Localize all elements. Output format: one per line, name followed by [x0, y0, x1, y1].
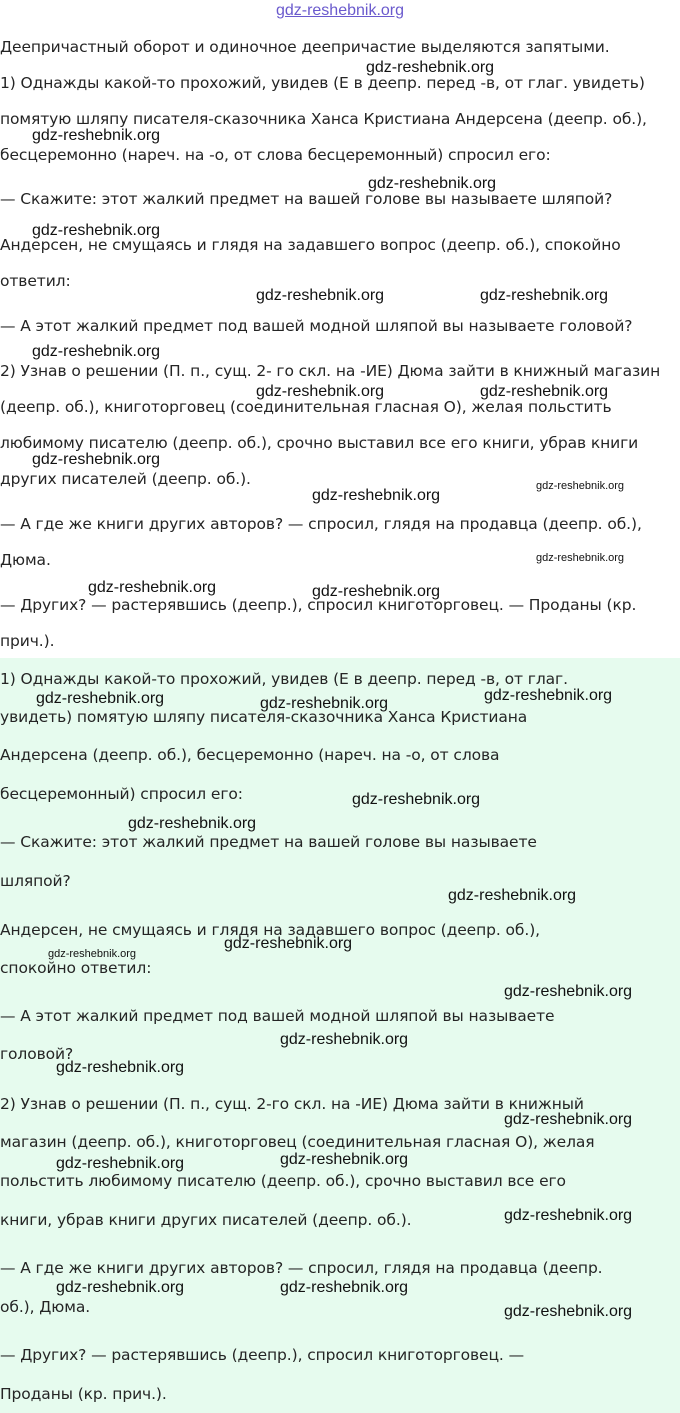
watermark: gdz-reshebnik.org [280, 1151, 409, 1168]
question-line: Андерсен, не смущаясь и глядя на задавшего вопрос (деепр. об.), спокойно [0, 236, 621, 254]
answer-line: бесцеремонный) спросил его: [0, 785, 243, 803]
answer-line: Андерсена (деепр. об.), бесцеремонно (нареч. на -о, от слова [0, 746, 500, 764]
watermark: gdz-reshebnik.org [224, 935, 353, 952]
watermark: gdz-reshebnik.org [536, 552, 625, 564]
question-line: помятую шляпу писателя-сказочника Ханса Кристиана Андерсена (деепр. об.), [0, 110, 647, 128]
watermark: gdz-reshebnik.org [480, 287, 609, 304]
answer-line: книги, убрав книги других писателей (деепр. об.). [0, 1211, 412, 1229]
answer-line: 1) Однажды какой-то прохожий, увидев (Е в деепр. перед -в, от глаг. [0, 670, 568, 688]
question-line: Дюма. [0, 551, 51, 569]
watermark: gdz-reshebnik.org [56, 1155, 185, 1172]
watermark: gdz-reshebnik.org [280, 1031, 409, 1048]
watermark: gdz-reshebnik.org [366, 59, 495, 76]
watermark: gdz-reshebnik.org [280, 1279, 409, 1296]
watermark: gdz-reshebnik.org [88, 579, 217, 596]
answer-line: — А где же книги других авторов? — спросил, глядя на продавца (деепр. [0, 1259, 603, 1277]
watermark: gdz-reshebnik.org [536, 480, 625, 492]
answer-line: магазин (деепр. об.), книготорговец (соединительная гласная О), желая [0, 1133, 595, 1151]
watermark: gdz-reshebnik.org [256, 287, 385, 304]
answer-line: головой? [0, 1045, 74, 1063]
watermark: gdz-reshebnik.org [32, 222, 161, 239]
watermark: gdz-reshebnik.org [256, 383, 385, 400]
answer-line: Проданы (кр. прич.). [0, 1385, 167, 1403]
answer-line: — Скажите: этот жалкий предмет на вашей голове вы называете [0, 833, 537, 851]
question-line: — Других? — растерявшись (деепр.), спросил книготорговец. — Проданы (кр. [0, 596, 637, 614]
question-line: — А где же книги других авторов? — спросил, глядя на продавца (деепр. об.), [0, 515, 642, 533]
watermark: gdz-reshebnik.org [448, 887, 577, 904]
question-line: — Скажите: этот жалкий предмет на вашей голове вы называете шляпой? [0, 190, 613, 208]
watermark: gdz-reshebnik.org [32, 451, 161, 468]
question-line: — А этот жалкий предмет под вашей модной шляпой вы называете головой? [0, 317, 633, 335]
answer-line: шляпой? [0, 872, 71, 890]
watermark: gdz-reshebnik.org [32, 343, 161, 360]
watermark: gdz-reshebnik.org [484, 687, 613, 704]
header-watermark[interactable]: gdz-reshebnik.org [275, 2, 405, 19]
answer-line: — А этот жалкий предмет под вашей модной шляпой вы называете [0, 1007, 555, 1025]
answer-line: спокойно ответил: [0, 959, 152, 977]
watermark: gdz-reshebnik.org [312, 487, 441, 504]
watermark: gdz-reshebnik.org [36, 690, 165, 707]
question-line: любимому писателю (деепр. об.), срочно выставил все его книги, убрав книги [0, 434, 639, 452]
watermark: gdz-reshebnik.org [480, 383, 609, 400]
question-line: бесцеремонно (нареч. на -о, от слова бесцеремонный) спросил его: [0, 146, 551, 164]
watermark: gdz-reshebnik.org [260, 695, 389, 712]
watermark: gdz-reshebnik.org [352, 791, 481, 808]
question-line: 2) Узнав о решении (П. п., сущ. 2- го скл. на -ИЕ) Дюма зайти в книжный магазин [0, 362, 661, 380]
question-line: (деепр. об.), книготорговец (соединительная гласная О), желая польстить [0, 398, 612, 416]
watermark: gdz-reshebnik.org [504, 1111, 633, 1128]
watermark: gdz-reshebnik.org [56, 1059, 185, 1076]
question-line: других писателей (деепр. об.). [0, 470, 251, 488]
answer-line: Андерсен, не смущаясь и глядя на задавшего вопрос (деепр. об.), [0, 921, 540, 939]
watermark: gdz-reshebnik.org [504, 983, 633, 1000]
question-line: 1) Однажды какой-то прохожий, увидев (Е в деепр. перед -в, от глаг. увидеть) [0, 74, 645, 92]
watermark: gdz-reshebnik.org [504, 1207, 633, 1224]
watermark: gdz-reshebnik.org [32, 127, 161, 144]
answer-line: 2) Узнав о решении (П. п., сущ. 2-го скл. на -ИЕ) Дюма зайти в книжный [0, 1095, 584, 1113]
answer-line: — Других? — растерявшись (деепр.), спросил книготорговец. — [0, 1346, 524, 1364]
watermark: gdz-reshebnik.org [128, 815, 257, 832]
watermark: gdz-reshebnik.org [312, 583, 441, 600]
watermark: gdz-reshebnik.org [56, 1279, 185, 1296]
question-line: ответил: [0, 272, 71, 290]
answer-line: польстить любимому писателю (деепр. об.), срочно выставил все его [0, 1172, 566, 1190]
watermark: gdz-reshebnik.org [48, 948, 137, 960]
question-line: прич.). [0, 632, 55, 650]
question-line: Деепричастный оборот и одиночное деепричастие выделяются запятыми. [0, 38, 610, 56]
watermark: gdz-reshebnik.org [368, 175, 497, 192]
answer-line: об.), Дюма. [0, 1298, 91, 1316]
watermark: gdz-reshebnik.org [504, 1303, 633, 1320]
answer-line: увидеть) помятую шляпу писателя-сказочника Ханса Кристиана [0, 708, 528, 726]
